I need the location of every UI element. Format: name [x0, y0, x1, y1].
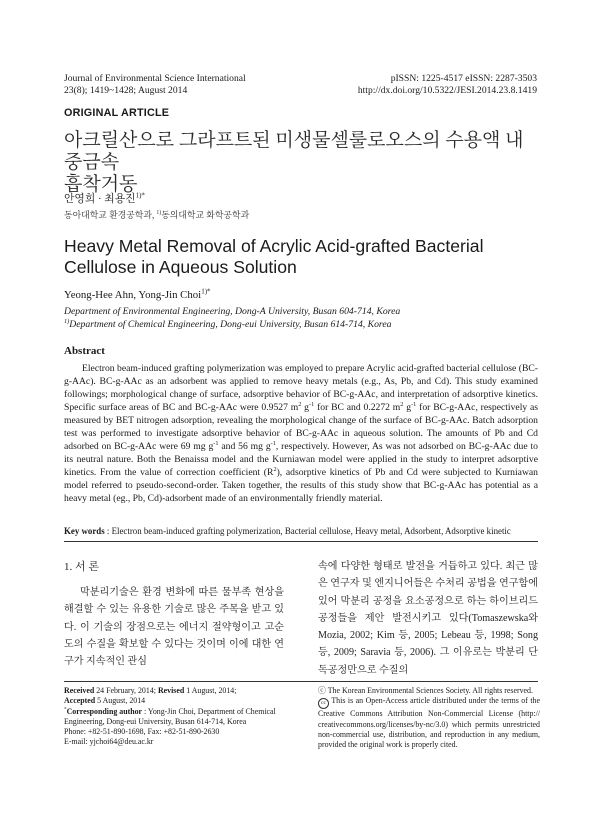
abstract-sup: 2: [273, 466, 277, 474]
revised-label: Revised: [157, 686, 185, 695]
issn: pISSN: 1225-4517 eISSN: 2287-3503: [390, 73, 537, 84]
english-author-names: Yeong-Hee Ahn, Yong-Jin Choi: [64, 289, 202, 301]
corresponding-sup: *: [64, 705, 67, 712]
abstract-text: , respectively. However, As was not adsorbed on BC-g-AAc due to its neutral nature. Both the Benaissa model and the Kurniawan model were applied in the study to interpret adsorptive kinetics. From the value of correction coefficient (R: [64, 441, 538, 479]
contact-email[interactable]: E-mail: yjchoi64@deu.ac.kr: [64, 737, 154, 747]
copyright-line: ⓒ The Korean Environmental Sciences Society. All rights reserved.: [318, 686, 533, 695]
journal-volume: 23(8); 1419~1428; August 2014: [64, 85, 188, 97]
footnote-divider: [64, 681, 538, 682]
corresponding-text: : Yong-Jin Choi, Department of Chemical Engineering, Dong-eui University, Busan 614-714, Korea: [64, 706, 276, 726]
creative-commons-icon: cc: [318, 698, 329, 709]
keywords-label: Key words: [64, 526, 105, 536]
abstract-text: for BC-g-AAc, respectively as measured by BET nitrogen adsorption, revealing the morphological change of the surface of BC-g-AAc. Batch adsorption test was performed to investigate adsorptive behavior of BC-g-AAc in aqueous solution. The amounts of Pb and Cd adsorbed on BC-g-AAc were 69 mg g: [64, 402, 539, 453]
abstract-text: and 56 mg g: [218, 441, 271, 453]
keywords-text: : Electron beam-induced grafting polymerization, Bacterial cellulose, Heavy metal, Adsorbent, Adsorptive kinetic: [104, 526, 511, 536]
english-affiliation-2: [64, 319, 392, 330]
korean-affiliation-sup: 1): [156, 210, 162, 217]
accepted-date: 5 August, 2014: [95, 696, 146, 706]
english-affiliation-1: Department of Environmental Engineering, Dong-A University, Busan 604-714, Korea: [64, 306, 401, 317]
korean-affiliation-b: 동의대학교 화학공학과: [161, 210, 250, 220]
abstract-text: g: [301, 402, 309, 414]
abstract-sup: 2: [400, 400, 404, 408]
english-author-sup: 1)*: [201, 287, 211, 296]
footnote-copyright: [318, 686, 540, 750]
abstract-sup: -1: [411, 400, 417, 408]
license-text-block: [318, 696, 540, 750]
korean-author-names: 안영희 · 최용진: [64, 193, 136, 205]
article-type: ORIGINAL ARTICLE: [64, 107, 170, 119]
english-affiliation-2-text: Department of Chemical Engineering, Dong-eui University, Busan 614-714, Korea: [69, 319, 392, 330]
korean-title: [64, 130, 544, 196]
accepted-line: [64, 696, 284, 706]
license-text: This is an Open-Access article distributed under the terms of the Creative Commons Attribution Non-Commercial License (http:// creativecommons.org/licenses/by-nc/3.0) which permits unrestricted non-commercial use, distribution, and reproduction in any medium, provided the original work is properly cited.: [318, 696, 540, 750]
section-heading: 1. 서 론: [64, 561, 100, 573]
journal-header: [64, 73, 246, 98]
abstract-sup: -1: [270, 440, 276, 448]
abstract-text: Electron beam-induced grafting polymerization was employed to prepare Acrylic acid-grafted bacterial cellulose (BC-g-AAc). BC-g-AAc as an adsorbent was applied to remove heavy metals (e.g., As, Pb, and Cd). This study examined followings; morphological change of surface, adsorptive behavior of BC-g-AAc, and interpretation of adsorptive kinetics. Specific surface areas of BC and BC-g-AAc were 0.9527 m: [64, 363, 538, 414]
body-column-left: 막분리기술은 환경 변화에 따른 물부족 현상을 해결할 수 있는 유용한 기술로 많은 주목을 받고 있다. 이 기술의 장점으로는 에너지 절약형이고 고순도의 수질을 확보할 수 있다는 것이며 이에 대한 연구가 지속적인 관심: [64, 587, 284, 668]
keywords-divider: [64, 541, 538, 542]
korean-affiliation-a: 동아대학교 환경공학과,: [64, 210, 157, 220]
journal-name: Journal of Environmental Science International: [64, 73, 246, 84]
corresponding-author: [64, 707, 284, 728]
korean-authors: [64, 191, 145, 206]
korean-title-line1: 아크릴산으로 그라프트된 미생물셀룰로오스의 수용액 내 중금속: [64, 130, 524, 173]
korean-title-line2: 흡착거동: [64, 174, 138, 195]
doi-link[interactable]: http://dx.doi.org/10.5322/JESI.2014.23.8.1419: [357, 85, 537, 97]
abstract-heading: Abstract: [64, 345, 105, 357]
footnote-dates: [64, 686, 284, 748]
english-affiliation-2-sup: 1): [64, 317, 70, 325]
accepted-label: Accepted: [64, 696, 96, 706]
english-title: Heavy Metal Removal of Acrylic Acid-grafted Bacterial Cellulose in Aqueous Solution: [64, 236, 484, 277]
abstract-body: [64, 362, 538, 506]
abstract-text: ), adsorptive kinetics of Pb and Cd were subjected to Kurniawan model referred to pseudo-second-order. Taken together, the results of this study show that BC-g-AAc has potential as a heavy metal (eg., Pb, Cd)-adsorbent made of an environmentally friendly material.: [64, 467, 538, 505]
contact-phone: Phone: +82-51-890-1698, Fax: +82-51-890-2630: [64, 727, 220, 737]
abstract-sup: -1: [309, 400, 315, 408]
abstract-sup: 2: [298, 400, 302, 408]
corresponding-label: Corresponding author: [66, 706, 143, 716]
abstract-text: for BC and 0.2272 m: [314, 402, 401, 414]
received-label: Received: [64, 686, 95, 695]
body-column-right: 속에 다양한 형태로 발전을 거듭하고 있다. 최근 많은 연구자 및 엔지니어들은 수처리 공법을 연구함에 있어 막분리 공정을 요소공정으로 하는 하이브리드 공정들을 제안 발전시키고 있다(Tomaszewska와 Mozia, 2002; Kim 등, 2005; Lebeau 등, 1998; Song 등, 2009; Saravia 등, 2006). 그 이유로는 박분리 단독공정만으로 수질의: [318, 561, 538, 676]
received-line: [64, 686, 284, 696]
journal-identifiers: [358, 73, 537, 98]
abstract-text: g: [403, 402, 412, 414]
korean-affiliations: [64, 208, 249, 221]
korean-author-sup: 1)*: [135, 191, 145, 200]
keywords: [64, 526, 544, 536]
abstract-sup: -1: [213, 440, 219, 448]
english-authors: [64, 289, 211, 301]
received-date: 24 February, 2014;: [94, 686, 158, 695]
revised-date: 1 August, 2014;: [184, 686, 237, 695]
